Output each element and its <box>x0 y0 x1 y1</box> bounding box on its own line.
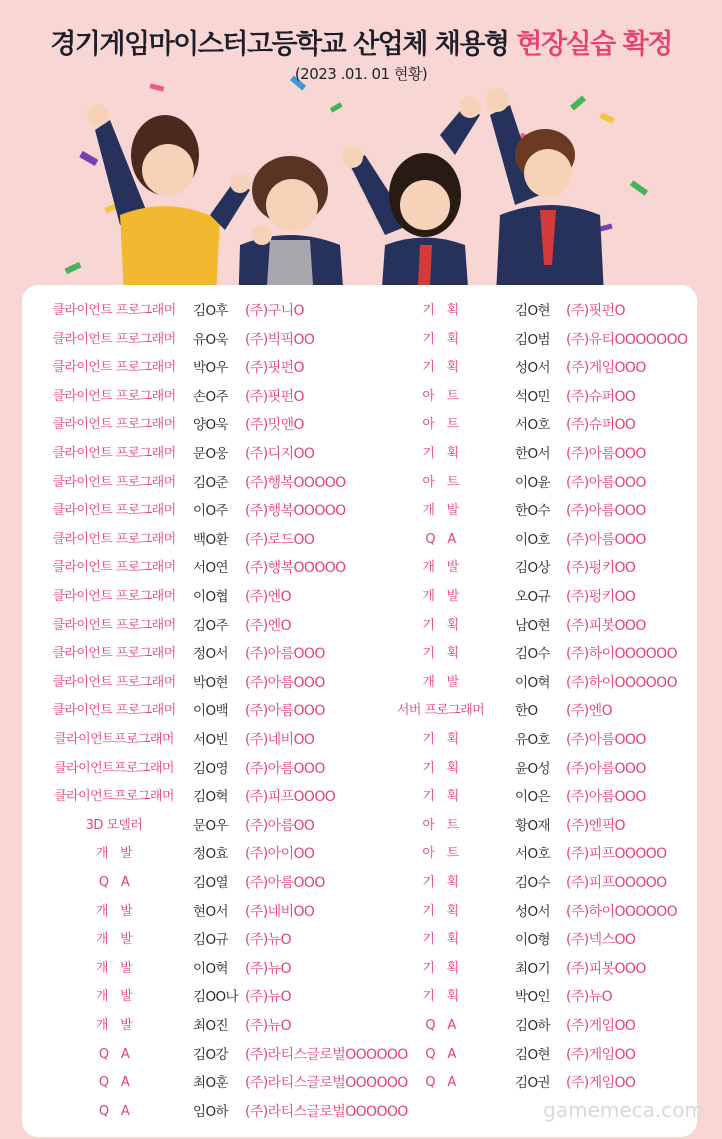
roster-role: 개 발 <box>95 989 133 1005</box>
roster-company: (주)행복OOOOO <box>245 560 346 577</box>
roster-name: 정O서 <box>193 646 228 663</box>
roster-name: 김O열 <box>193 875 228 891</box>
roster-company: (주)뉴O <box>245 1018 291 1034</box>
roster-role: 기 획 <box>422 932 459 948</box>
roster-company: (주)하이OOOOOO <box>566 674 678 691</box>
page-subtitle: (2023 .01. 01 현황) <box>294 65 428 83</box>
roster-row <box>0 414 722 436</box>
roster-row <box>0 758 722 780</box>
roster-row <box>0 357 722 379</box>
roster-company: (주)엔O <box>245 589 291 605</box>
roster-name: 김OO나 <box>193 989 238 1006</box>
roster-name: 김O수 <box>515 646 550 663</box>
roster-name: 김O준 <box>193 474 228 491</box>
roster-role: 클라이언트 프로그래머 <box>52 646 176 662</box>
roster-row <box>0 1015 722 1037</box>
roster-name: 성O서 <box>515 360 550 377</box>
roster-role: 클라이언트 프로그래머 <box>52 446 176 461</box>
roster-company: (주)하이OOOOOO <box>566 903 678 920</box>
roster-name: 한O서 <box>515 446 550 462</box>
roster-name: 이O윤 <box>515 474 550 491</box>
roster-role: 개 발 <box>95 932 133 948</box>
roster-role: Q A <box>425 531 456 547</box>
roster-name: 김O상 <box>515 560 550 577</box>
roster-company: (주)핏펀O <box>245 360 304 377</box>
roster-company: (주)구니O <box>245 303 304 319</box>
roster-company: (주)엔O <box>566 703 612 720</box>
roster-name: 최O진 <box>193 1018 228 1034</box>
roster-name: 이O혁 <box>193 960 228 977</box>
roster-role: 기 획 <box>422 760 459 776</box>
roster-company: (주)뉴O <box>245 989 291 1006</box>
student-boy-navy <box>485 88 605 315</box>
roster-name: 황O재 <box>515 817 550 834</box>
roster-company: (주)디지OO <box>245 446 315 462</box>
roster-role: Q A <box>98 1046 130 1062</box>
roster-name: 이O은 <box>515 789 550 806</box>
roster-name: 김O주 <box>193 617 228 634</box>
roster-row <box>0 329 722 351</box>
roster-name: 임O하 <box>193 1103 228 1120</box>
roster-name: 이O주 <box>193 503 228 520</box>
roster-name: 문O웅 <box>193 446 228 462</box>
roster-role: 개 발 <box>95 846 133 862</box>
page-title <box>0 22 722 61</box>
roster-row <box>0 557 722 579</box>
roster-company: (주)아름OOO <box>245 674 325 691</box>
roster-company: (주)행복OOOOO <box>245 503 346 520</box>
roster-row <box>0 386 722 408</box>
roster-row <box>0 786 722 808</box>
roster-company: (주)라티스글로벌OOOOOO <box>245 1075 408 1092</box>
roster-role: 클라이언트 프로그래머 <box>52 331 176 347</box>
roster-role: 개 발 <box>422 674 459 690</box>
roster-role: Q A <box>425 1018 456 1033</box>
roster-company: (주)핏펀O <box>566 303 625 319</box>
roster-role: 개 발 <box>95 1018 133 1033</box>
roster-role: 기 획 <box>422 875 459 890</box>
roster-company: (주)뉴O <box>245 960 291 977</box>
roster-name: 서O연 <box>193 560 228 577</box>
roster-role: 클라이언트 프로그래머 <box>52 417 176 433</box>
roster-name: 양O욱 <box>193 417 228 434</box>
roster-name: 김O현 <box>515 303 550 319</box>
roster-company: (주)아름OOO <box>566 446 646 462</box>
roster-company: (주)밋앤O <box>245 417 304 434</box>
roster-row <box>0 872 722 894</box>
roster-name: 남O현 <box>515 617 550 634</box>
roster-name: 박O우 <box>193 360 228 377</box>
roster-company: (주)라티스글로벌OOOOOO <box>245 1046 408 1063</box>
roster-role: Q A <box>98 875 130 890</box>
roster-company: (주)아름OOO <box>566 503 646 520</box>
roster-role: Q A <box>425 1075 456 1091</box>
roster-row <box>0 643 722 665</box>
roster-name: 정O효 <box>193 846 228 863</box>
roster-name: 유O욱 <box>193 331 228 348</box>
roster-name: 현O서 <box>193 903 228 920</box>
roster-company: (주)아름OOO <box>245 646 325 663</box>
roster-company: (주)피봇OOO <box>566 960 646 977</box>
roster-name: 윤O성 <box>515 760 550 777</box>
roster-name: 박O인 <box>515 989 550 1006</box>
roster-company: (주)피봇OOO <box>566 617 646 634</box>
roster-row <box>0 529 722 551</box>
roster-company: (주)게임OO <box>566 1075 636 1092</box>
roster-company: (주)아름OOO <box>566 474 646 491</box>
roster-company: (주)아름OOO <box>566 789 646 806</box>
roster-row <box>0 586 722 608</box>
roster-role: 기 획 <box>422 903 459 919</box>
roster-role: 클라이언트 프로그래머 <box>52 674 176 690</box>
roster-company: (주)아름OOO <box>566 732 646 748</box>
roster-company: (주)피프OOOO <box>245 789 336 806</box>
roster-company: (주)라티스글로벌OOOOOO <box>245 1103 408 1120</box>
roster-name: 김O강 <box>193 1046 228 1063</box>
roster-role: 기 획 <box>422 617 459 633</box>
roster-row <box>0 672 722 694</box>
roster-role: 기 획 <box>422 360 459 376</box>
roster-name: 이O혁 <box>515 674 550 691</box>
roster-role: 클라이언트 프로그래머 <box>52 589 176 604</box>
roster-company: (주)게임OOO <box>566 360 646 377</box>
roster-role: 기 획 <box>422 646 459 662</box>
roster-role: 개 발 <box>422 503 459 519</box>
roster-role: Q A <box>425 1046 456 1062</box>
roster-row <box>0 500 722 522</box>
roster-role: 클라이언트 프로그래머 <box>52 531 176 547</box>
roster-company: (주)유티OOOOOOO <box>566 331 688 348</box>
roster-name: 백O환 <box>193 531 228 548</box>
roster-name: 최O기 <box>515 960 550 977</box>
roster-company: (주)로드OO <box>245 531 315 548</box>
roster-role: 개 발 <box>95 903 133 919</box>
roster-company: (주)슈퍼OO <box>566 388 636 405</box>
title-highlight: 현장실습 확정 <box>516 29 672 60</box>
roster-company: (주)빅픽OO <box>245 331 315 348</box>
roster-name: 김O혁 <box>193 789 228 806</box>
roster-role: 클라이언트 프로그래머 <box>52 474 176 490</box>
roster-row <box>0 443 722 465</box>
roster-company: (주)피프OOOOO <box>566 875 667 891</box>
roster-company: (주)뉴O <box>566 989 612 1006</box>
roster-name: 이O백 <box>193 703 228 720</box>
roster-company: (주)펑키OO <box>566 560 636 577</box>
roster-name: 한O <box>515 703 538 720</box>
roster-name: 이O호 <box>515 531 550 548</box>
roster-role: 클라이언트 프로그래머 <box>52 303 176 318</box>
roster-row <box>0 901 722 923</box>
roster-row <box>0 729 722 751</box>
roster-role: 클라이언트 프로그래머 <box>52 617 176 633</box>
roster-role: 기 획 <box>422 303 459 318</box>
roster-role: 아 트 <box>422 417 459 433</box>
roster-company: (주)엔픽O <box>566 817 625 834</box>
roster-name: 서O호 <box>515 846 550 863</box>
roster-company: (주)아름OOO <box>245 875 325 891</box>
title-main: 경기게임마이스터고등학교 산업체 채용형 <box>50 29 509 60</box>
roster-role: 아 트 <box>422 846 459 862</box>
roster-role: 기 획 <box>422 732 459 747</box>
roster-name: 서O호 <box>515 417 550 434</box>
roster-role: 기 획 <box>422 331 459 347</box>
roster-name: 김O영 <box>193 760 228 777</box>
roster-company: (주)핏펀O <box>245 388 304 405</box>
roster-company: (주)하이OOOOOO <box>566 646 678 663</box>
roster-role: 기 획 <box>422 960 459 976</box>
roster-company: (주)게임OO <box>566 1046 636 1063</box>
roster-name: 최O훈 <box>193 1075 228 1092</box>
roster-row <box>0 1044 722 1066</box>
roster-company: (주)아름OOO <box>566 531 646 548</box>
roster-name: 문O우 <box>193 817 228 834</box>
roster-company: (주)게임OO <box>566 1018 636 1034</box>
roster-role: Q A <box>98 1075 130 1091</box>
roster-name: 한O수 <box>515 503 550 520</box>
roster-role: 아 트 <box>422 817 459 833</box>
roster-name: 김O후 <box>193 303 228 319</box>
roster-name: 김O수 <box>515 875 550 891</box>
roster-role: 클라이언트 프로그래머 <box>52 560 176 576</box>
roster-role: 클라이언트프로그래머 <box>54 760 174 776</box>
roster-role: 아 트 <box>422 388 459 404</box>
roster-role: 3D 모델러 <box>85 817 143 833</box>
roster-row <box>0 700 722 722</box>
roster-role: 개 발 <box>422 589 459 604</box>
roster-role: 개 발 <box>422 560 459 576</box>
roster-role: 클라이언트 프로그래머 <box>52 503 176 519</box>
roster-company: (주)네비OO <box>245 903 315 920</box>
roster-role: 클라이언트 프로그래머 <box>52 360 176 376</box>
roster-role: 클라이언트 프로그래머 <box>52 388 176 404</box>
roster-name: 이O형 <box>515 932 550 949</box>
roster-row <box>0 615 722 637</box>
roster-role: 클라이언트 프로그래머 <box>52 703 176 719</box>
students-illustration <box>0 45 722 315</box>
roster-row <box>0 815 722 837</box>
roster-name: 김O현 <box>515 1046 550 1063</box>
roster-role: 아 트 <box>422 474 459 490</box>
roster-company: (주)아름OOO <box>245 760 325 777</box>
roster-name: 손O주 <box>193 388 228 405</box>
roster-role: 기 획 <box>422 989 459 1005</box>
roster-name: 박O현 <box>193 674 228 691</box>
roster-row <box>0 986 722 1008</box>
roster-name: 서O빈 <box>193 732 228 748</box>
roster-name: 성O서 <box>515 903 550 920</box>
roster-company: (주)피프OOOOO <box>566 846 667 863</box>
roster-name: 김O규 <box>193 932 228 949</box>
roster-name: 이O협 <box>193 589 228 605</box>
roster-company: (주)아름OOO <box>566 760 646 777</box>
roster-role: 클라이언트프로그래머 <box>54 789 174 805</box>
roster-row <box>0 958 722 980</box>
roster-company: (주)행복OOOOO <box>245 474 346 491</box>
roster-company: (주)엔O <box>245 617 291 634</box>
roster-row <box>0 843 722 865</box>
roster-company: (주)아름OO <box>245 817 315 834</box>
roster-name: 김O범 <box>515 331 550 348</box>
watermark: gamemeca.com <box>543 1098 704 1122</box>
roster-row <box>0 300 722 322</box>
roster-role: Q A <box>98 1103 130 1119</box>
roster-company: (주)아름OOO <box>245 703 325 720</box>
roster-company: (주)아이OO <box>245 846 315 863</box>
roster-company: (주)펑키OO <box>566 589 636 605</box>
roster-row <box>0 472 722 494</box>
roster-name: 유O호 <box>515 732 550 748</box>
roster-row <box>0 929 722 951</box>
roster-role: 서버 프로그래머 <box>396 703 485 719</box>
student-girl-navy <box>341 96 481 315</box>
roster-name: 석O민 <box>515 388 550 405</box>
roster-name: 김O하 <box>515 1018 550 1034</box>
roster-name: 김O권 <box>515 1075 550 1092</box>
roster-row <box>0 1072 722 1094</box>
roster-company: (주)네비OO <box>245 732 315 748</box>
roster-company: (주)뉴O <box>245 932 291 949</box>
roster-role: 클라이언트프로그래머 <box>54 732 174 747</box>
roster-role: 기 획 <box>422 446 459 461</box>
roster-company: (주)넥스OO <box>566 932 636 949</box>
roster-name: 오O규 <box>515 589 550 605</box>
roster-company: (주)슈퍼OO <box>566 417 636 434</box>
roster-role: 개 발 <box>95 960 133 976</box>
roster-role: 기 획 <box>422 789 459 805</box>
